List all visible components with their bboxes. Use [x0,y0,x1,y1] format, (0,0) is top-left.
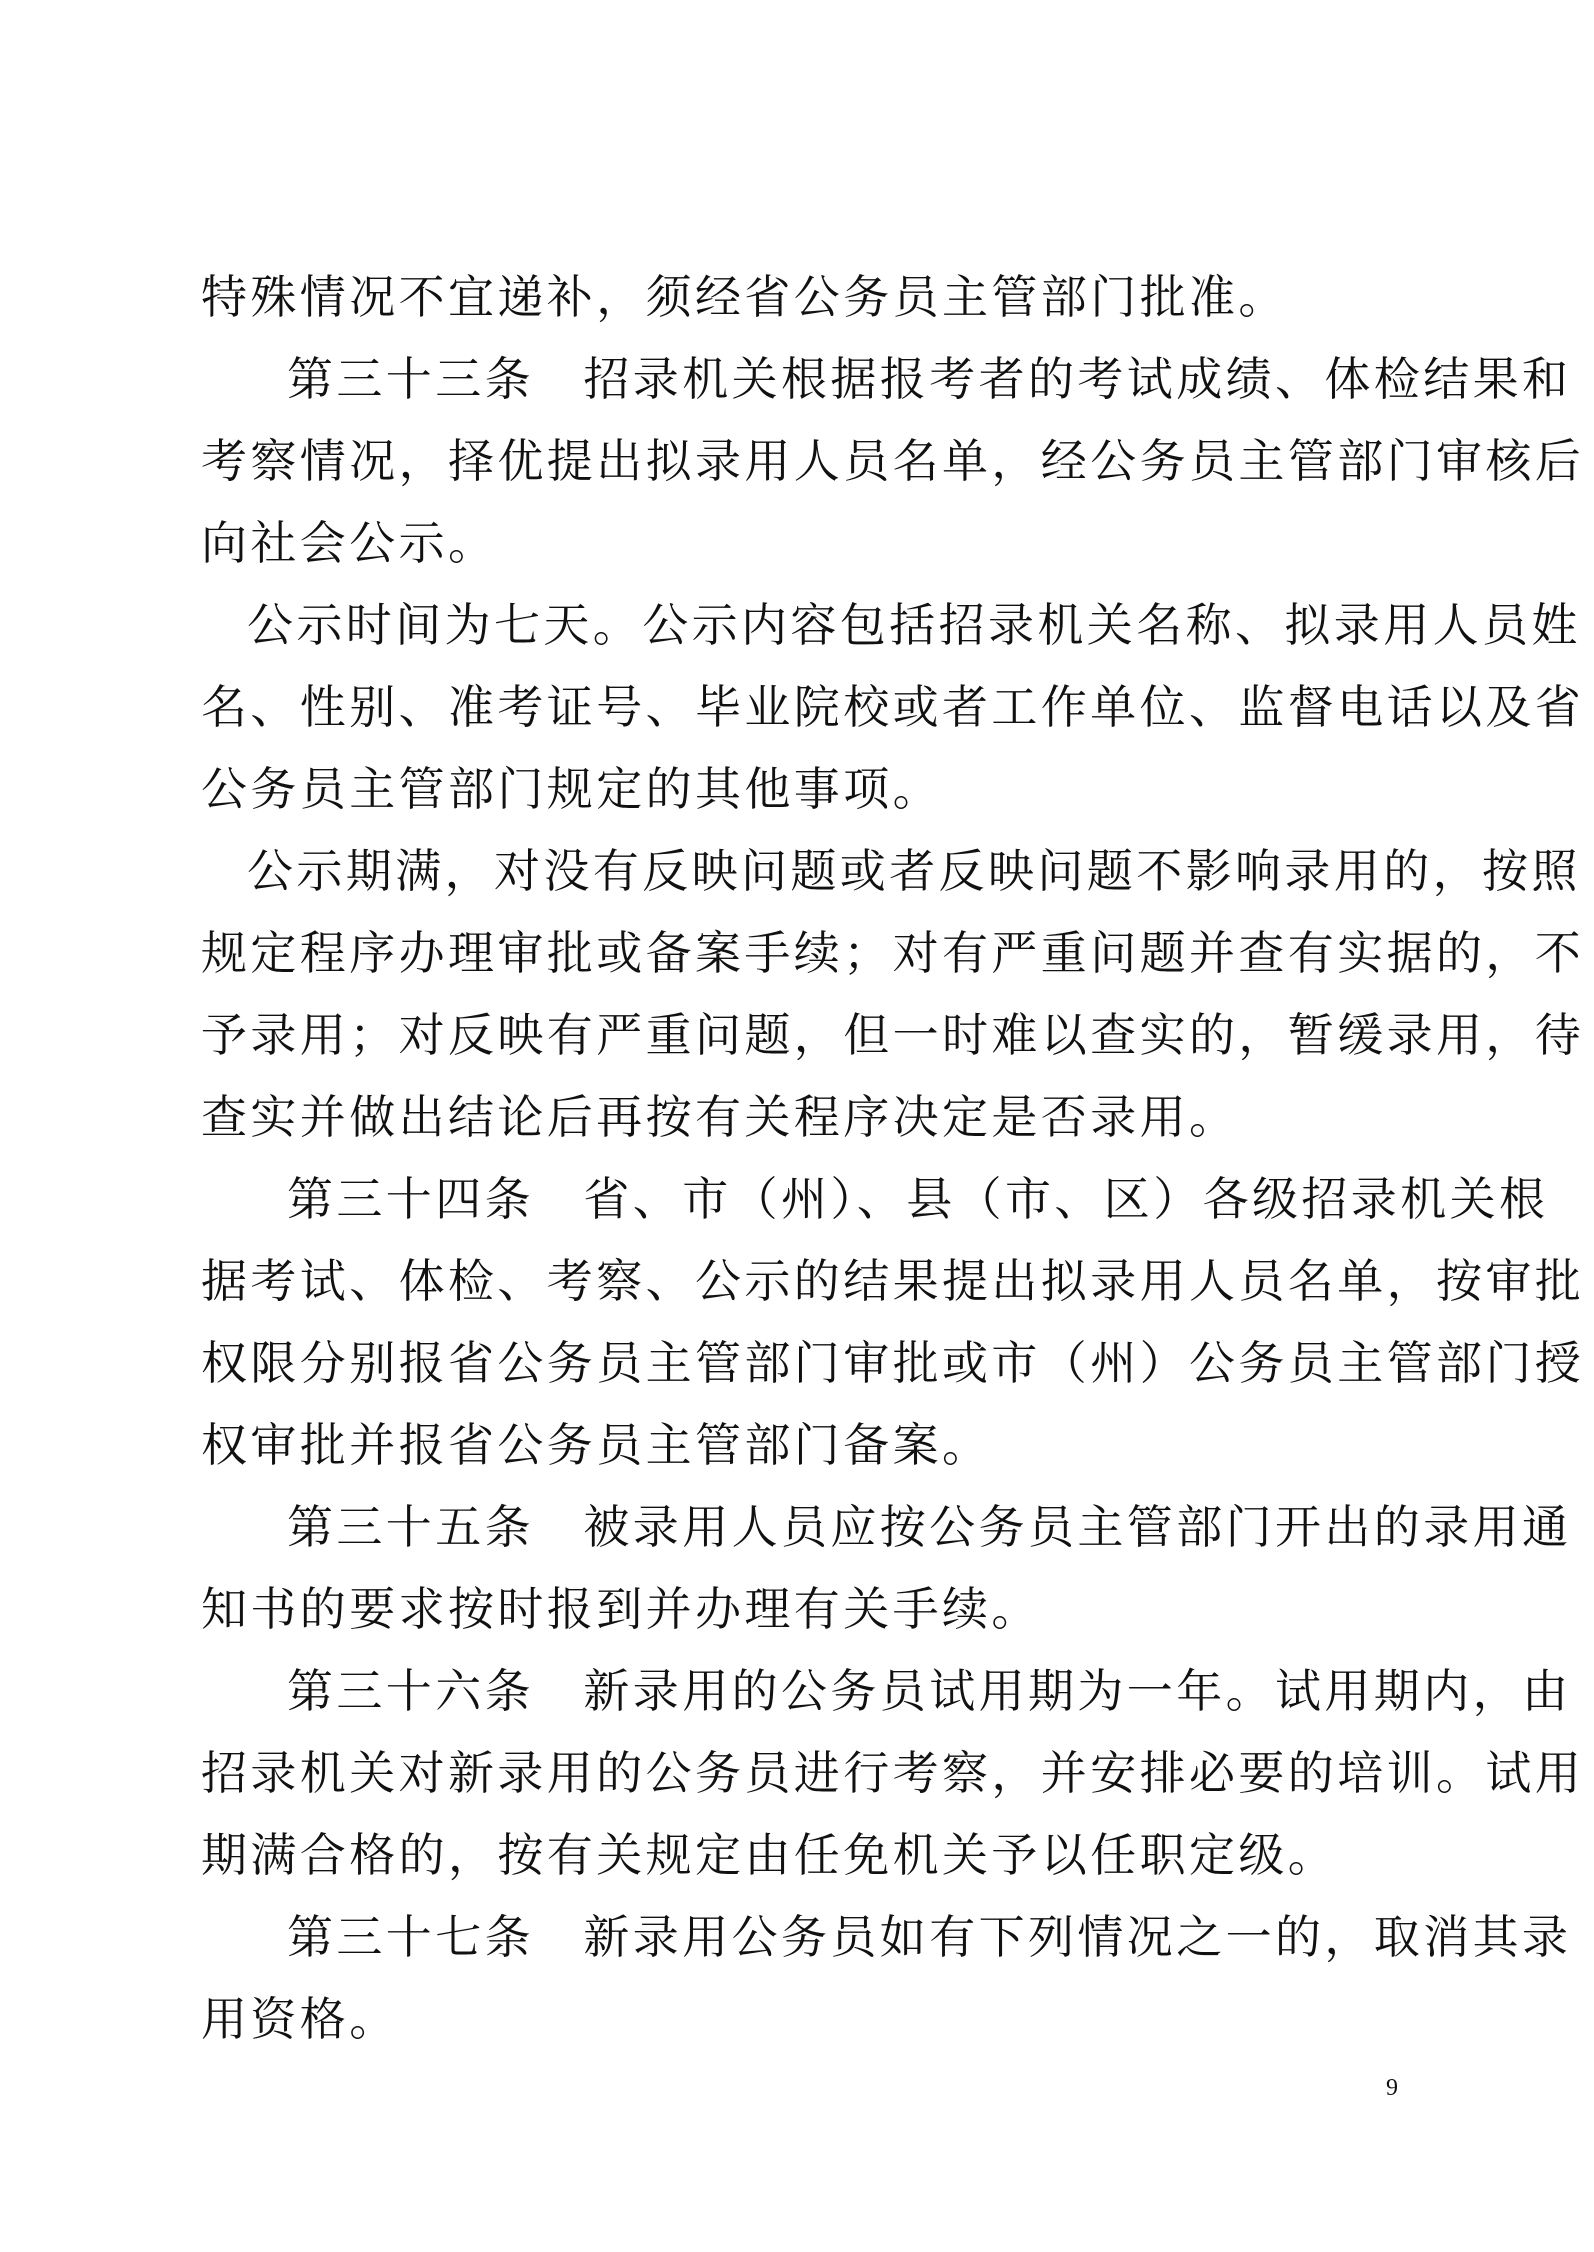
paragraph-start-line: 公示时间为七天。公示内容包括招录机关名称、拟录用人员姓 [247,598,1581,652]
paragraph-start-line: 公示期满，对没有反映问题或者反映问题不影响录用的，按照 [247,844,1581,898]
text-line: 知书的要求按时报到并办理有关手续。 [201,1582,1041,1636]
article-36-line: 第三十六条 新录用的公务员试用期为一年。试用期内，由 [287,1664,1572,1718]
text-line: 招录机关对新录用的公务员进行考察，并安排必要的培训。试用 [201,1746,1585,1800]
text-line: 公务员主管部门规定的其他事项。 [201,762,942,816]
text-line: 考察情况，择优提出拟录用人员名单，经公务员主管部门审核后 [201,434,1585,488]
text-line: 查实并做出结论后再按有关程序决定是否录用。 [201,1090,1239,1144]
body-text [201,256,1585,2060]
text-line: 予录用；对反映有严重问题，但一时难以查实的，暂缓录用，待 [201,1008,1585,1062]
text-line: 特殊情况不宜递补，须经省公务员主管部门批准。 [201,270,1288,324]
text-line: 用资格。 [201,1992,399,2046]
text-line: 权限分别报省公务员主管部门审批或市（州）公务员主管部门授 [201,1336,1585,1390]
article-34-line: 第三十四条 省、市（州）、县（市、区）各级招录机关根 [287,1172,1549,1226]
text-line: 向社会公示。 [201,516,498,570]
text-line: 规定程序办理审批或备案手续；对有严重问题并查有实据的，不 [201,926,1585,980]
text-line: 据考试、体检、考察、公示的结果提出拟录用人员名单，按审批 [201,1254,1585,1308]
article-35-line: 第三十五条 被录用人员应按公务员主管部门开出的录用通 [287,1500,1572,1554]
article-37-line: 第三十七条 新录用公务员如有下列情况之一的，取消其录 [287,1910,1572,1964]
article-33-line: 第三十三条 招录机关根据报考者的考试成绩、体检结果和 [287,352,1572,406]
page-number: 9 [1386,2075,1398,2101]
text-line: 名、性别、准考证号、毕业院校或者工作单位、监督电话以及省 [201,680,1585,734]
text-line: 权审批并报省公务员主管部门备案。 [201,1418,992,1472]
text-line: 期满合格的，按有关规定由任免机关予以任职定级。 [201,1828,1338,1882]
